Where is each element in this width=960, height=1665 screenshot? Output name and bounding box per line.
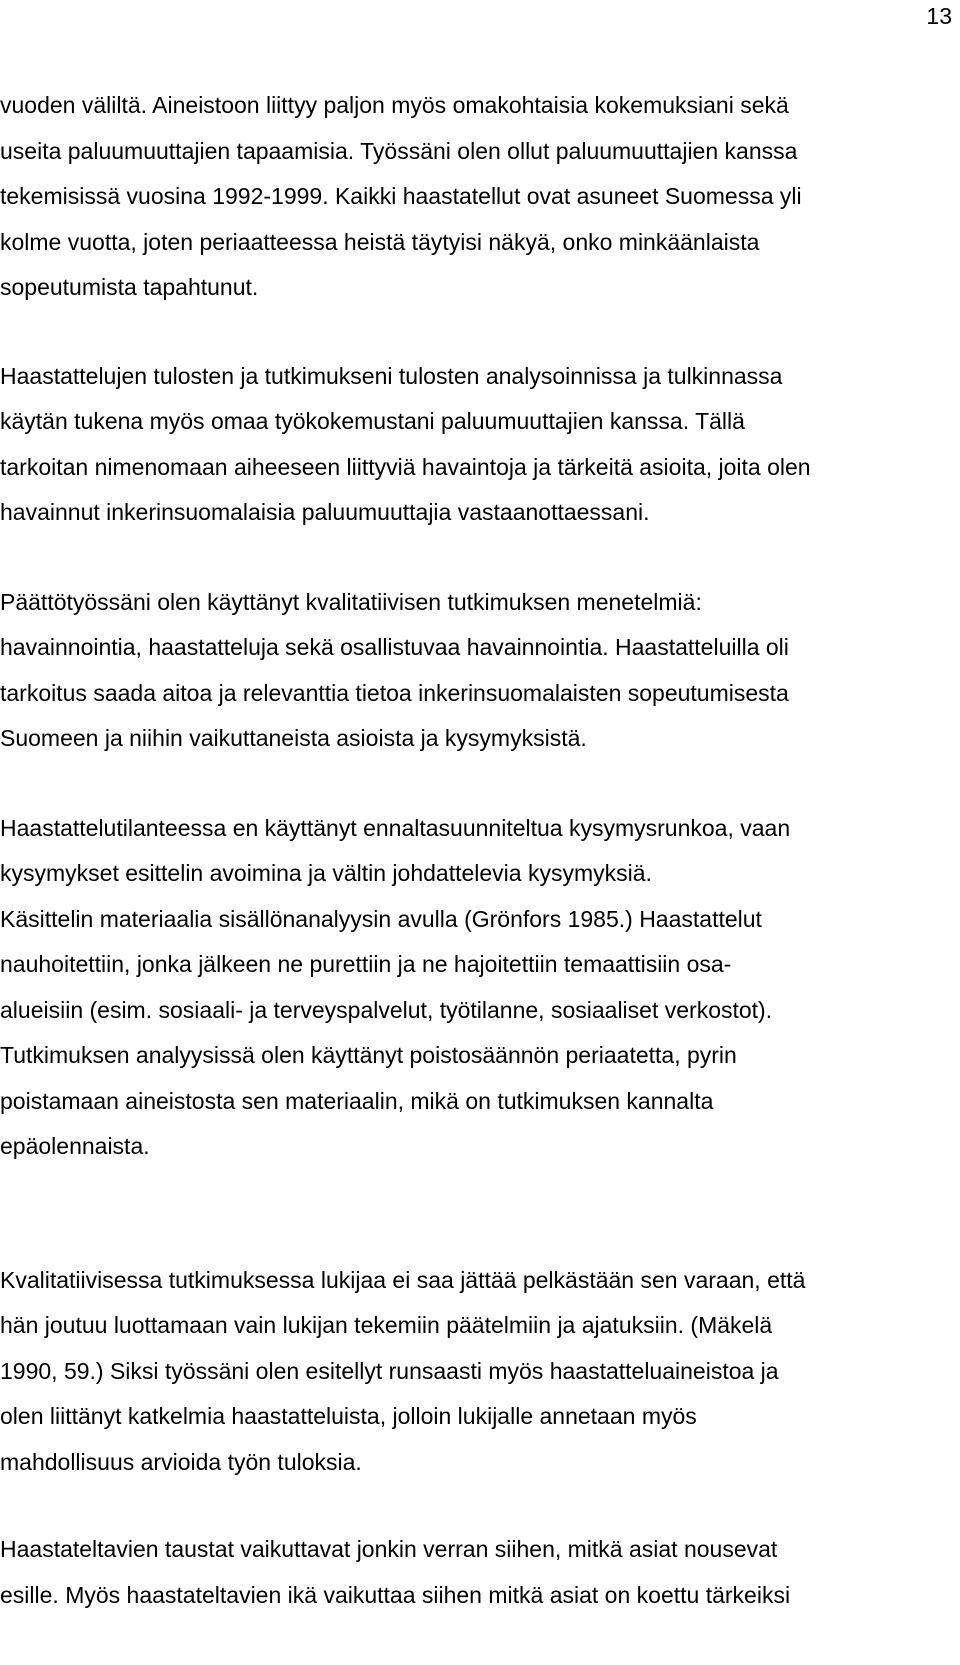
page-number: 13: [926, 3, 952, 29]
text-line: Päättötyössäni olen käyttänyt kvalitatiivisen tutkimuksen menetelmiä:: [0, 588, 702, 615]
text-line: epäolennaista.: [0, 1133, 150, 1159]
text-line: Suomeen ja niihin vaikuttaneista asioista ja kysymyksistä.: [0, 725, 587, 751]
text-line: sopeutumista tapahtunut.: [0, 274, 259, 300]
text-line: useita paluumuuttajien tapaamisia. Työssäni olen ollut paluumuuttajien kanssa: [0, 137, 798, 164]
text-line: tekemisissä vuosina 1992-1999. Kaikki haastatellut ovat asuneet Suomessa yli: [0, 183, 802, 209]
text-line: esille. Myös haastateltavien ikä vaikuttaa siihen mitkä asiat on koettu tärkeiksi: [0, 1581, 791, 1608]
paragraph-1: [0, 83, 935, 311]
text-line: poistamaan aineistosta sen materiaalin, mikä on tutkimuksen kannalta: [0, 1087, 714, 1114]
text-line: olen liittänyt katkelmia haastatteluista, jolloin lukijalle annetaan myös: [0, 1403, 697, 1429]
paragraph-spacer: [0, 311, 935, 354]
paragraph-4: [0, 806, 935, 1170]
document-body: [0, 83, 935, 1618]
paragraph-2: [0, 354, 935, 536]
paragraph-6: [0, 1527, 935, 1618]
text-line: alueisiin (esim. sosiaali- ja terveyspalvelut, työtilanne, sosiaaliset verkostot).: [0, 996, 773, 1023]
text-line: Haastattelutilanteessa en käyttänyt ennaltasuunniteltua kysymysrunkoa, vaan: [0, 814, 791, 841]
paragraph-3: [0, 580, 935, 762]
paragraph-spacer: [0, 536, 935, 580]
text-line: Haastateltavien taustat vaikuttavat jonkin verran siihen, mitkä asiat nousevat: [0, 1536, 778, 1562]
paragraph-5: [0, 1258, 935, 1486]
text-line: vuoden väliltä. Aineistoon liittyy paljon myös omakohtaisia kokemuksiani sekä: [0, 92, 789, 118]
text-line: havainnointia, haastatteluja sekä osallistuvaa havainnointia. Haastatteluilla oli: [0, 634, 789, 660]
text-line: 1990, 59.) Siksi työssäni olen esitellyt runsaasti myös haastatteluaineistoa ja: [0, 1357, 779, 1384]
text-line: havainnut inkerinsuomalaisia paluumuuttajia vastaanottaessani.: [0, 499, 650, 525]
paragraph-spacer: [0, 1170, 935, 1258]
text-line: kolme vuotta, joten periaatteessa heistä täytyisi näkyä, onko minkäänlaista: [0, 228, 760, 255]
text-line: nauhoitettiin, jonka jälkeen ne purettiin ja ne hajoitettiin temaattisiin osa-: [0, 951, 732, 977]
text-line: käytän tukena myös omaa työkokemustani paluumuuttajien kanssa. Tällä: [0, 408, 745, 434]
text-line: Tutkimuksen analyysissä olen käyttänyt poistosäännön periaatetta, pyrin: [0, 1042, 737, 1068]
text-line: hän joutuu luottamaan vain lukijan tekemiin päätelmiin ja ajatuksiin. (Mäkelä: [0, 1312, 773, 1338]
text-line: tarkoitan nimenomaan aiheeseen liittyviä havaintoja ja tärkeitä asioita, joita olen: [0, 453, 811, 480]
text-line: mahdollisuus arvioida työn tuloksia.: [0, 1448, 362, 1475]
text-line: tarkoitus saada aitoa ja relevanttia tietoa inkerinsuomalaisten sopeutumisesta: [0, 679, 789, 706]
text-line: Kvalitatiivisessa tutkimuksessa lukijaa ei saa jättää pelkästään sen varaan, että: [0, 1266, 806, 1293]
text-line: Käsittelin materiaalia sisällönanalyysin avulla (Grönfors 1985.) Haastattelut: [0, 905, 762, 932]
text-line: Haastattelujen tulosten ja tutkimukseni tulosten analysoinnissa ja tulkinnassa: [0, 362, 783, 389]
paragraph-spacer: [0, 1485, 935, 1527]
paragraph-spacer: [0, 762, 935, 806]
text-line: kysymykset esittelin avoimina ja vältin johdattelevia kysymyksiä.: [0, 860, 652, 886]
